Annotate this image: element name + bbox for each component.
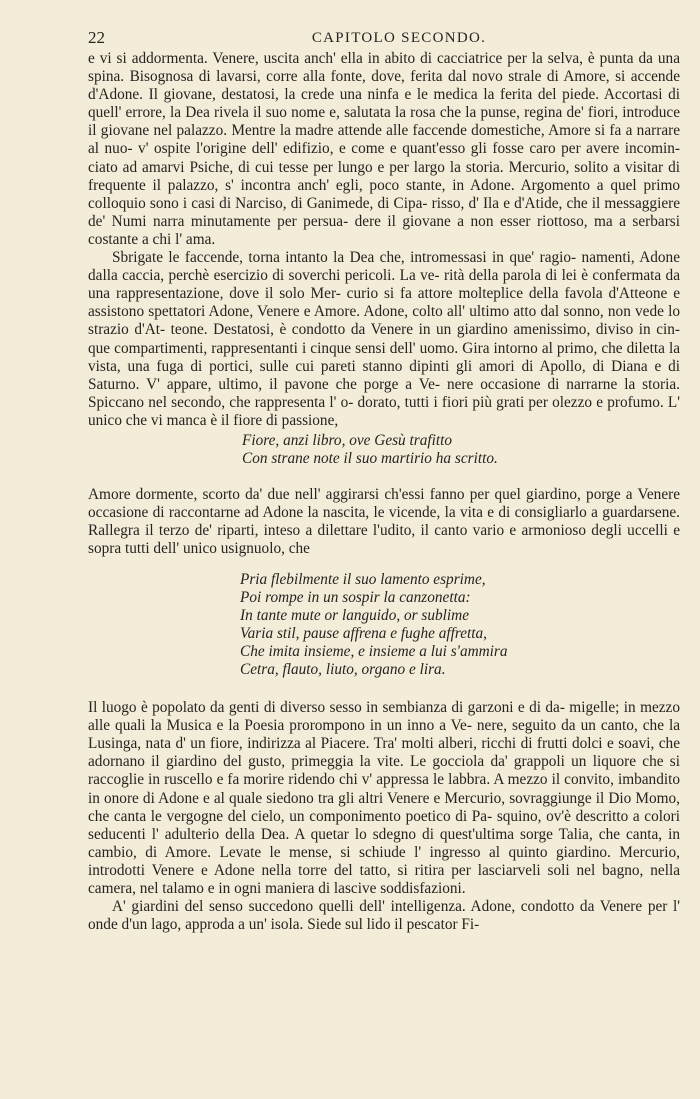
body-text <box>88 50 680 934</box>
paragraph-1: e vi si addormenta. Venere, uscita anch' ella in abito di cacciatrice per la selva, è punta da una spina. Bisognosa di lavarsi, corre alla fonte, dove, ferita dal novo strale di Amore, si accende d'Adone. Il giovane, destatosi, la crede una ninfa e le medica la ferita del piede. Accortasi di quell' errore, la Dea rivela il suo nome e, salutata la rosa che la punse, regina de' fiori, introduce il giovane nel palazzo. Mentre la madre attende alle faccende domestiche, Amore si fa a narrare al nuo- v' ospite l'origine dell' edifizio, e come e quant'esso gli fosse caro per avere incomin- ciato ad amarvi Psiche, di cui tesse per lungo e per largo la storia. Mercurio, solito a visitar di frequente il palazzo, s' incontra anch' egli, poco stante, in Adone. Argomento a quel primo colloquio sono i casi di Narciso, di Ganimede, di Cipa- risso, d' Ila e d'Atide, che il messaggiere de' Numi narra minutamente per persua- dere il giovane a non esser riottoso, ma a serbarsi costante a chi l' ama. <box>88 50 680 248</box>
verse-line: Poi rompe in un sospir la canzonetta: <box>240 588 471 606</box>
paragraph-2: Sbrigate le faccende, torna intanto la Dea che, intromessasi in que' ragio- namenti, Adone dalla caccia, perchè esercizio di soverchi pericoli. La ve- rità della parola di lei è confermata da una rappresentazione, dove il solo Mer- curio si fa attore molteplice della favola d'Atteone e assistono spettatori Adone, Venere e Amore. Adone, colto all' ultimo atto dal sonno, non vede lo strazio d'At- teone. Destatosi, è condotto da Venere in un giardino amenissimo, diviso in cin- que compartimenti, rappresentanti i cinque sensi dell' uomo. Gira intorno al primo, che diletta la vista, una fuga di portici, sulle cui pareti stanno dipinti gli amori di Apollo, di Diana e di Saturno. V' appare, ultimo, il pavone che porge a Ve- nere occasione di narrarne la storia. Spiccano nel secondo, che rappresenta l' o- dorato, tutti i fiori più grati per olezzo e profumo. L' unico che vi manca è il fiore di passione, <box>88 249 680 429</box>
verse-quote-passion-flower <box>88 432 680 468</box>
running-head <box>88 28 680 50</box>
paragraph-5: A' giardini del senso succedono quelli dell' intelligenza. Adone, condotto da Venere per l' onde d'un lago, approda a un' isola. Siede sul lido il pescator Fi- <box>88 898 680 934</box>
verse-line: Che imita insieme, e insieme a lui s'ammira <box>240 642 508 660</box>
page-number: 22 <box>88 28 105 47</box>
chapter-title: CAPITOLO SECONDO. <box>311 30 487 46</box>
verse-quote-nightingale <box>88 571 680 680</box>
paragraph-4: Il luogo è popolato da genti di diverso sesso in sembianza di garzoni e di da- migelle; in mezzo alle quali la Musica e la Poesia prorompono in un inno a Ve- nere, seguito da un canto, che la Lusinga, nata d' un fiore, indirizza al Piacere. Tra' molti alberi, ricchi di frutti dolci e soavi, che adornano il giardino del gusto, primeggia la vite. Le gocciola da' grappoli un liquore che si raccoglie in ruscello e fa morire ridendo chi v' appressa le labbra. A mezzo il convito, imbandito in onore di Adone e al quale siedono tra gli altri Venere e Mercurio, sovraggiunge il Dio Momo, che canta le vergogne del cielo, un componimento poetico di Pa- squino, ov'è descritto a colori seducenti l' adulterio della Dea. A quetar lo sdegno di quest'ultima sorge Talia, che canta, in cambio, di Amore. Levate le mense, si schiude l' ingresso al quinto giardino. Mercurio, introdotti Venere e Adone nella torre del tatto, si ritira per lasciarveli soli nel bagno, nella camera, nel talamo e in ogni maniera di lascive soddisfazioni. <box>88 699 680 898</box>
verse-line: Fiore, anzi libro, ove Gesù trafitto <box>242 431 453 449</box>
verse-line: In tante mute or languido, or sublime <box>240 606 470 624</box>
verse-line: Varia stil, pause affrena e fughe affretta, <box>240 624 487 642</box>
verse-line: Cetra, flauto, liuto, organo e lira. <box>240 661 446 678</box>
paragraph-3: Amore dormente, scorto da' due nell' aggirarsi ch'essi fanno per quel giardino, porge a Venere occasione di raccontarne ad Adone la nascita, le vicende, la vita e di consigliarlo a guardarsene. Rallegra il terzo de' riparti, inteso a dilettare l'udito, il canto vario e armonioso degli uccelli e sopra tutti dell' unico usignuolo, che <box>88 486 680 558</box>
verse-line: Pria flebilmente il suo lamento esprime, <box>240 570 486 588</box>
verse-line: Con strane note il suo martirio ha scritto. <box>242 450 498 468</box>
